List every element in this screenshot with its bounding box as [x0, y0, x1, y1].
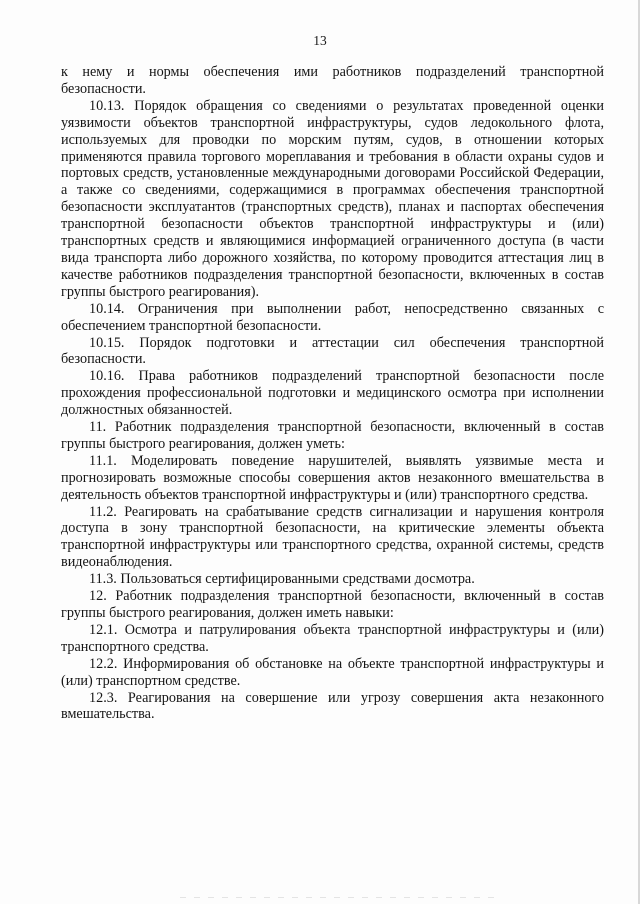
paragraph: 12. Работник подразделения транспортной безопасности, включенный в состав группы быстрого реагирования, должен иметь навыки:: [61, 588, 604, 621]
paragraph: 10.14. Ограничения при выполнении работ, непосредственно связанных с обеспечением транспортной безопасности.: [61, 300, 604, 334]
paragraph: 11.2. Реагировать на срабатывание средств сигнализации и нарушения контроля доступа в зону транспортной безопасности, на критические элементы объекта транспортной инфраструктуры или транспортного средства, охранной системы, средств видеонаблюдения.: [61, 503, 604, 571]
paragraph: 12.2. Информирования об обстановке на объекте транспортной инфраструктуры и (или) транспортном средстве.: [61, 655, 604, 689]
paragraph: 11.3. Пользоваться сертифицированными средствами досмотра.: [89, 571, 475, 588]
paragraph: 11.1. Моделировать поведение нарушителей, выявлять уязвимые места и прогнозировать возможные способы совершения актов незаконного вмешательства в деятельность объектов транспортной инфраструктуры и (или) транспортного средства.: [61, 452, 604, 503]
page-number: 13: [313, 33, 327, 48]
paragraph: 12.1. Осмотра и патрулирования объекта транспортной инфраструктуры и (или) транспортного средства.: [61, 621, 604, 655]
paragraph: 10.15. Порядок подготовки и аттестации сил обеспечения транспортной безопасности.: [61, 334, 604, 368]
paragraph: 10.13. Порядок обращения со сведениями о результатах проведенной оценки уязвимости объектов транспортной инфраструктуры, судов ледокольного флота, используемых для проводки по морским путям, судов, в отношении которых применяются правила торгового мореплавания и требования в области охраны судов и портовых средств, установленные международными договорами Российской Федерации, а также со сведениями, содержащимися в программах обеспечения транспортной безопасности эксплуатантов (транспортных средств), планах и паспортах обеспечения транспортной безопасности объектов транспортной инфраструктуры и (или) транспортных средств и являющимися информацией ограниченного доступа (в части вида транспорта либо дорожного хозяйства, по которому проводится аттестация лиц в качестве работников подразделения транспортной безопасности, включенных в состав группы быстрого реагирования).: [61, 97, 604, 300]
document-body: [61, 64, 604, 723]
paragraph: 12.3. Реагирования на совершение или угрозу совершения акта незаконного вмешательства.: [61, 689, 604, 723]
paragraph: 10.16. Права работников подразделений транспортной безопасности после прохождения профессиональной подготовки и медицинского осмотра при исполнении должностных обязанностей.: [61, 368, 604, 419]
paragraph: 11. Работник подразделения транспортной безопасности, включенный в состав группы быстрого реагирования, должен уметь:: [61, 419, 604, 452]
paragraph: к нему и нормы обеспечения ими работников подразделений транспортной безопасности.: [61, 64, 604, 97]
scan-artifact: [180, 897, 500, 898]
